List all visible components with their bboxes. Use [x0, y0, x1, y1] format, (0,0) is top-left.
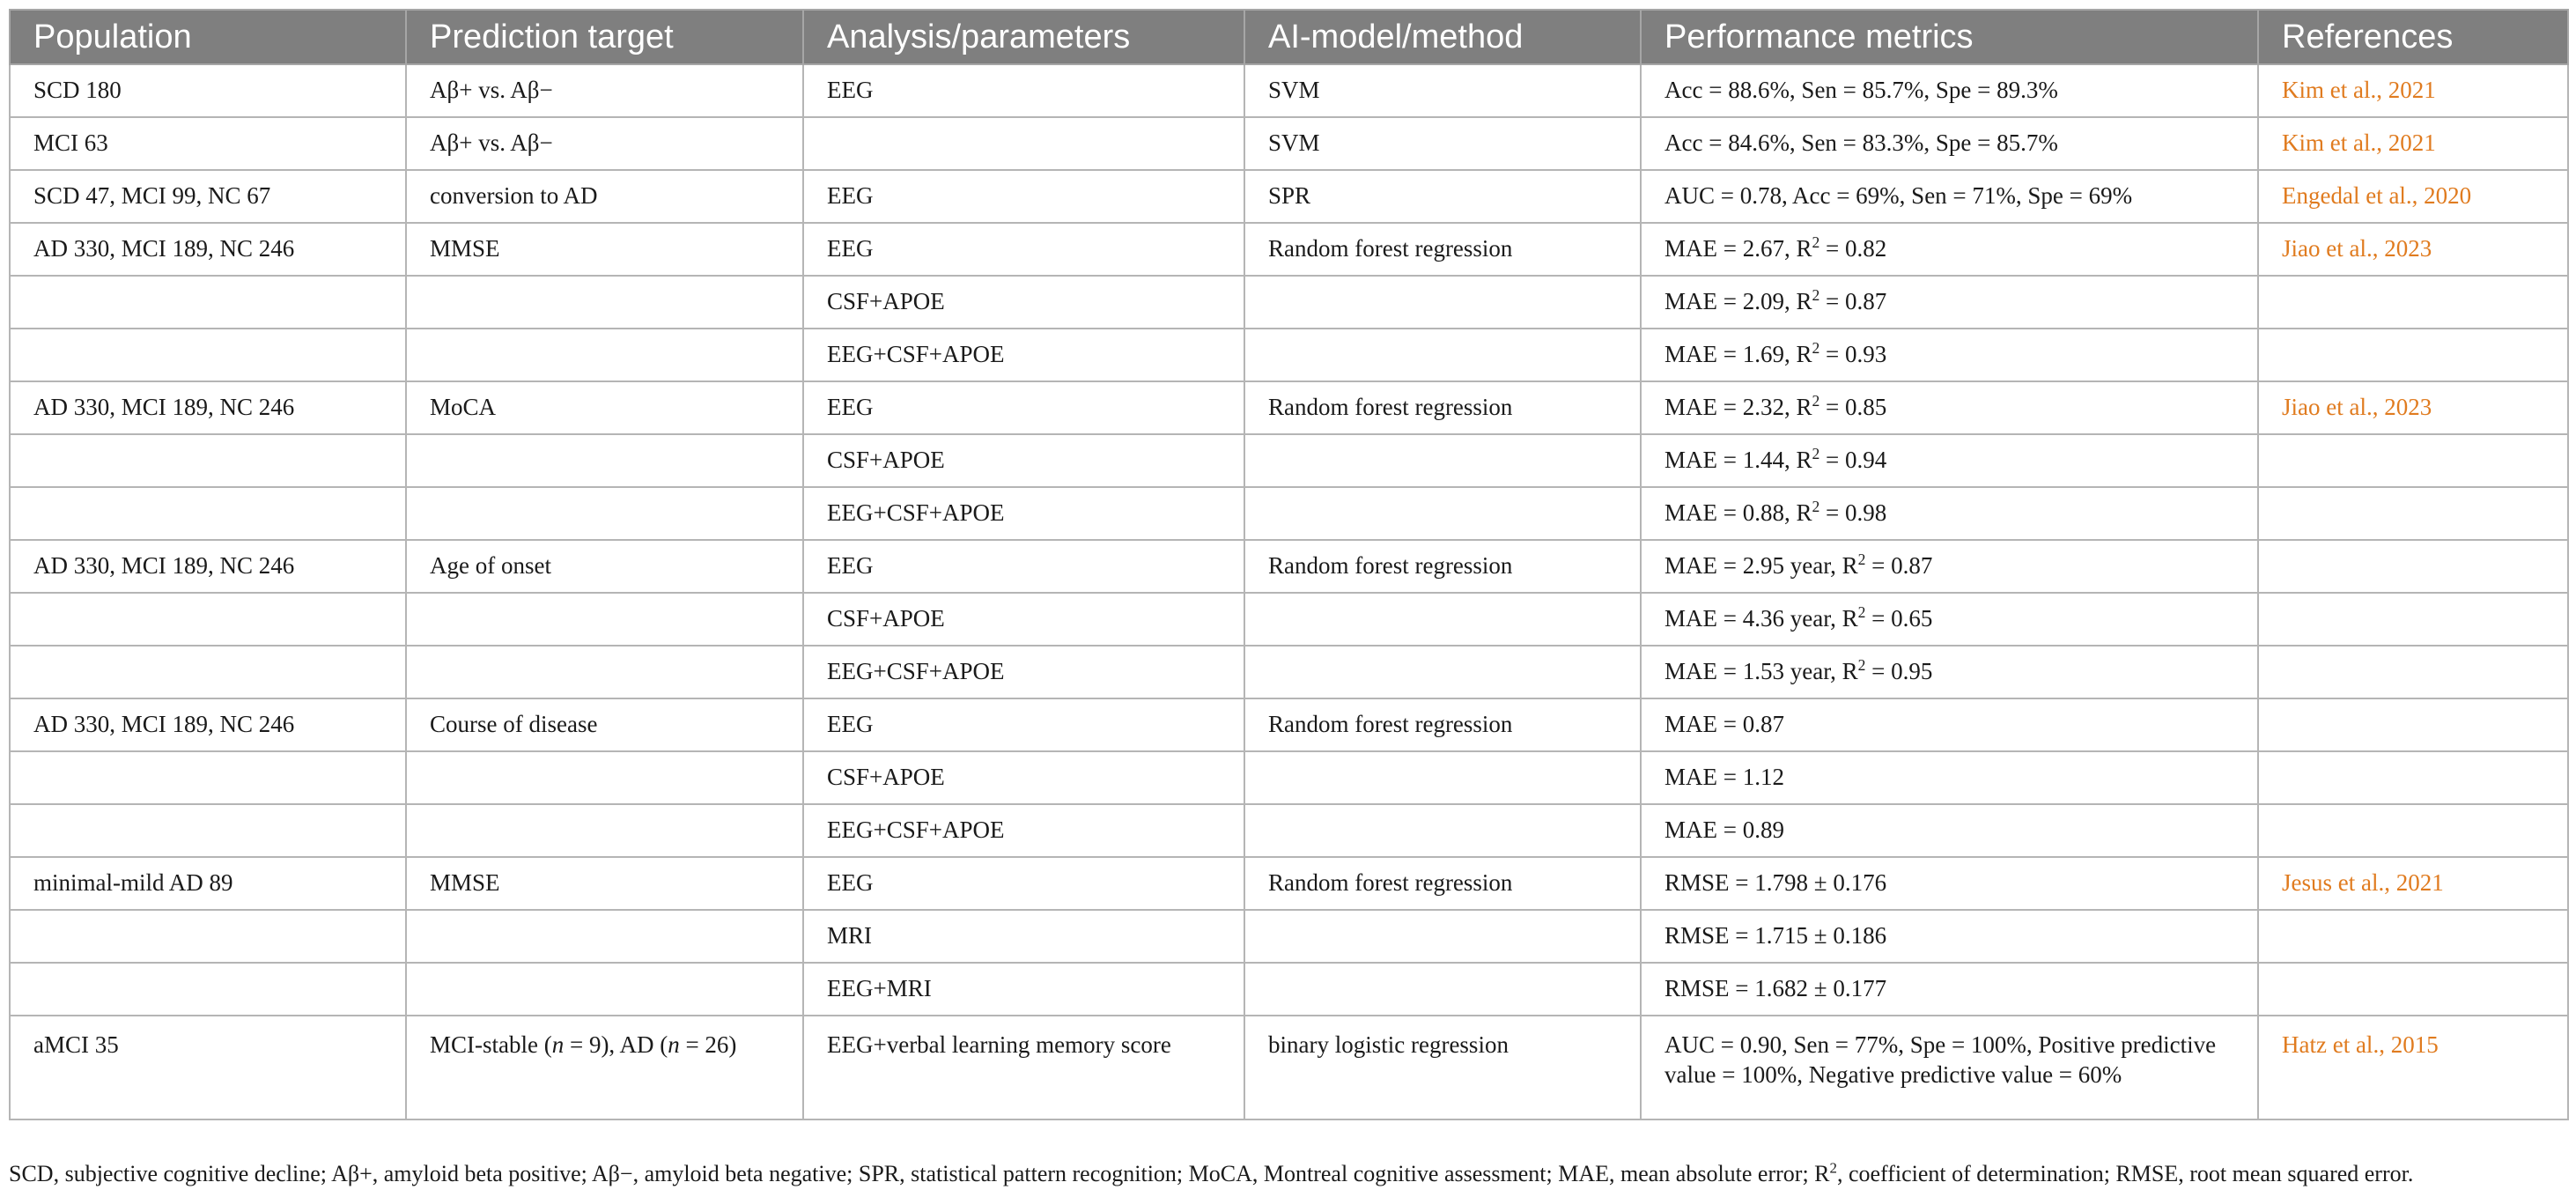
cell-analysis: EEG+CSF+APOE [803, 487, 1244, 540]
cell-model: binary logistic regression [1244, 1016, 1641, 1119]
column-header-population: Population [10, 10, 406, 64]
cell-analysis: EEG [803, 540, 1244, 593]
cell-metrics: MAE = 2.67, $R^2 = 0.82$ [1641, 223, 2258, 276]
cell-prediction-target [406, 593, 803, 646]
cell-reference [2258, 804, 2568, 857]
cell-analysis: EEG [803, 64, 1244, 117]
cell-reference [2258, 276, 2568, 329]
cell-metrics: MAE = 1.44, $R^2 = 0.94$ [1641, 434, 2258, 487]
cell-metrics: MAE = 0.87 [1641, 698, 2258, 751]
column-header-prediction-target: Prediction target [406, 10, 803, 64]
cell-prediction-target [406, 329, 803, 381]
cell-prediction-target: MoCA [406, 381, 803, 434]
cell-prediction-target: MCI-stable (n = 9), AD (n = 26) [406, 1016, 803, 1119]
cell-population: AD 330, MCI 189, NC 246 [10, 540, 406, 593]
table-row [10, 593, 2568, 646]
cell-model: Random forest regression [1244, 698, 1641, 751]
table-body [10, 64, 2568, 1119]
cell-population: minimal-mild AD 89 [10, 857, 406, 910]
cell-population [10, 487, 406, 540]
cell-reference[interactable]: Jesus et al., 2021 [2258, 857, 2568, 910]
cell-metrics: AUC = 0.78, Acc = 69%, Sen = 71%, Spe = 69% [1641, 170, 2258, 223]
table-row [10, 223, 2568, 276]
cell-analysis: EEG [803, 857, 1244, 910]
cell-model: Random forest regression [1244, 540, 1641, 593]
cell-metrics: RMSE = 1.682 ± 0.177 [1641, 963, 2258, 1016]
table-row [10, 698, 2568, 751]
cell-population: SCD 180 [10, 64, 406, 117]
cell-prediction-target: MMSE [406, 857, 803, 910]
cell-reference[interactable]: Kim et al., 2021 [2258, 64, 2568, 117]
cell-reference [2258, 646, 2568, 698]
cell-population: AD 330, MCI 189, NC 246 [10, 381, 406, 434]
cell-reference[interactable]: Jiao et al., 2023 [2258, 223, 2568, 276]
cell-prediction-target [406, 434, 803, 487]
cell-model: Random forest regression [1244, 381, 1641, 434]
cell-reference [2258, 910, 2568, 963]
cell-population [10, 646, 406, 698]
cell-reference [2258, 963, 2568, 1016]
cell-population: MCI 63 [10, 117, 406, 170]
results-table [9, 9, 2569, 1120]
cell-model [1244, 276, 1641, 329]
table-row [10, 646, 2568, 698]
table-row [10, 117, 2568, 170]
cell-prediction-target [406, 804, 803, 857]
cell-model [1244, 910, 1641, 963]
cell-metrics: MAE = 1.53 year, $R^2 = 0.95$ [1641, 646, 2258, 698]
cell-metrics: MAE = 1.12 [1641, 751, 2258, 804]
cell-population: aMCI 35 [10, 1016, 406, 1119]
cell-population [10, 804, 406, 857]
cell-prediction-target [406, 751, 803, 804]
cell-reference [2258, 540, 2568, 593]
cell-model [1244, 963, 1641, 1016]
cell-metrics: MAE = 2.09, $R^2 = 0.87$ [1641, 276, 2258, 329]
cell-population [10, 276, 406, 329]
cell-prediction-target: Aβ+ vs. Aβ− [406, 117, 803, 170]
cell-analysis: EEG+CSF+APOE [803, 646, 1244, 698]
cell-metrics: MAE = 0.89 [1641, 804, 2258, 857]
table-row [10, 64, 2568, 117]
cell-prediction-target: Age of onset [406, 540, 803, 593]
cell-reference [2258, 751, 2568, 804]
table-row [10, 170, 2568, 223]
cell-reference [2258, 593, 2568, 646]
header-row [10, 10, 2568, 64]
cell-prediction-target [406, 487, 803, 540]
cell-model [1244, 593, 1641, 646]
cell-model: Random forest regression [1244, 857, 1641, 910]
cell-analysis: EEG [803, 698, 1244, 751]
cell-model [1244, 329, 1641, 381]
cell-analysis: EEG+CSF+APOE [803, 804, 1244, 857]
cell-analysis: CSF+APOE [803, 751, 1244, 804]
cell-model [1244, 751, 1641, 804]
table-row [10, 963, 2568, 1016]
cell-population [10, 593, 406, 646]
table-row [10, 910, 2568, 963]
table-row [10, 276, 2568, 329]
cell-prediction-target [406, 910, 803, 963]
cell-model [1244, 804, 1641, 857]
cell-metrics: RMSE = 1.715 ± 0.186 [1641, 910, 2258, 963]
cell-analysis: CSF+APOE [803, 276, 1244, 329]
cell-population: AD 330, MCI 189, NC 246 [10, 223, 406, 276]
cell-metrics: MAE = 2.95 year, $R^2 = 0.87$ [1641, 540, 2258, 593]
cell-model [1244, 646, 1641, 698]
table-row [10, 487, 2568, 540]
table-row [10, 434, 2568, 487]
cell-model: SVM [1244, 64, 1641, 117]
cell-metrics: Acc = 88.6%, Sen = 85.7%, Spe = 89.3% [1641, 64, 2258, 117]
cell-metrics: MAE = 2.32, $R^2 = 0.85$ [1641, 381, 2258, 434]
cell-population [10, 434, 406, 487]
cell-reference[interactable]: Jiao et al., 2023 [2258, 381, 2568, 434]
table-row [10, 329, 2568, 381]
cell-population [10, 751, 406, 804]
table-row [10, 804, 2568, 857]
cell-model: SVM [1244, 117, 1641, 170]
cell-population [10, 963, 406, 1016]
cell-model [1244, 487, 1641, 540]
cell-population [10, 329, 406, 381]
cell-prediction-target [406, 963, 803, 1016]
cell-metrics: MAE = 4.36 year, $R^2 = 0.65$ [1641, 593, 2258, 646]
cell-model [1244, 434, 1641, 487]
table-footnote: SCD, subjective cognitive decline; Aβ+, amyloid beta positive; Aβ−, amyloid beta negative; SPR, statistical pattern recognition; MoCA, Montreal cognitive assessment; MAE, mean absolute error; $R^2$, coefficient of determination; RMSE, root mean squared error. [9, 1159, 2414, 1186]
cell-analysis: EEG+verbal learning memory score [803, 1016, 1244, 1119]
cell-analysis: CSF+APOE [803, 593, 1244, 646]
cell-analysis: EEG [803, 170, 1244, 223]
cell-analysis: EEG [803, 381, 1244, 434]
cell-prediction-target: conversion to AD [406, 170, 803, 223]
table-row [10, 540, 2568, 593]
cell-reference[interactable]: Kim et al., 2021 [2258, 117, 2568, 170]
cell-prediction-target [406, 276, 803, 329]
cell-population [10, 910, 406, 963]
cell-reference[interactable]: Hatz et al., 2015 [2258, 1016, 2568, 1119]
cell-population: SCD 47, MCI 99, NC 67 [10, 170, 406, 223]
column-header-metrics: Performance metrics [1641, 10, 2258, 64]
table-row [10, 1016, 2568, 1119]
table-row [10, 751, 2568, 804]
column-header-analysis: Analysis/parameters [803, 10, 1244, 64]
cell-population: AD 330, MCI 189, NC 246 [10, 698, 406, 751]
cell-analysis: MRI [803, 910, 1244, 963]
cell-prediction-target: MMSE [406, 223, 803, 276]
cell-reference [2258, 487, 2568, 540]
cell-analysis [803, 117, 1244, 170]
cell-metrics: AUC = 0.90, Sen = 77%, Spe = 100%, Positive predictive value = 100%, Negative predictive value = 60% [1641, 1016, 2258, 1119]
cell-metrics: Acc = 84.6%, Sen = 83.3%, Spe = 85.7% [1641, 117, 2258, 170]
cell-analysis: EEG+CSF+APOE [803, 329, 1244, 381]
column-header-model: AI-model/method [1244, 10, 1641, 64]
cell-model: Random forest regression [1244, 223, 1641, 276]
table-row [10, 381, 2568, 434]
cell-reference[interactable]: Engedal et al., 2020 [2258, 170, 2568, 223]
cell-analysis: EEG [803, 223, 1244, 276]
column-header-references: References [2258, 10, 2568, 64]
table-row [10, 857, 2568, 910]
cell-reference [2258, 434, 2568, 487]
cell-prediction-target: Aβ+ vs. Aβ− [406, 64, 803, 117]
cell-prediction-target: Course of disease [406, 698, 803, 751]
cell-analysis: EEG+MRI [803, 963, 1244, 1016]
cell-metrics: MAE = 0.88, $R^2 = 0.98$ [1641, 487, 2258, 540]
cell-metrics: RMSE = 1.798 ± 0.176 [1641, 857, 2258, 910]
cell-prediction-target [406, 646, 803, 698]
cell-reference [2258, 698, 2568, 751]
cell-reference [2258, 329, 2568, 381]
cell-metrics: MAE = 1.69, $R^2 = 0.93$ [1641, 329, 2258, 381]
cell-analysis: CSF+APOE [803, 434, 1244, 487]
cell-model: SPR [1244, 170, 1641, 223]
